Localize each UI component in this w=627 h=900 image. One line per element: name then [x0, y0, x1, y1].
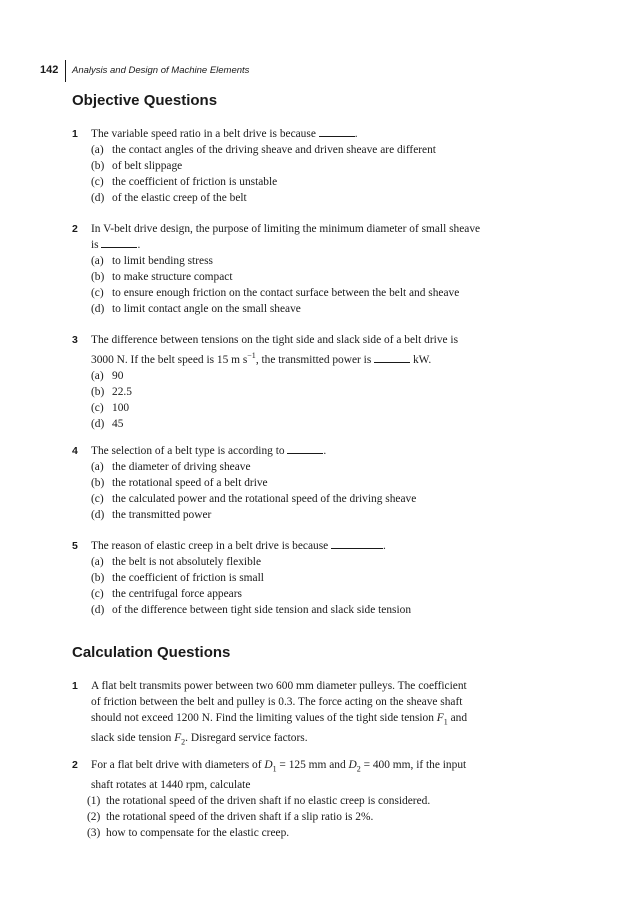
question-text: A flat belt transmits power between two 600 mm diameter pulleys. The coefficient	[91, 680, 467, 692]
question-text: In V-belt drive design, the purpose of limiting the minimum diameter of small sheave	[91, 223, 481, 235]
calculation-question-1: 1 A flat belt transmits power between two 600 mm diameter pulleys. The coefficient of friction between the belt and pulley is 0.3. The force acting on the sheave shaft should not exceed 1200 N. Find the limiting values of the tight side tension $F_1$ and slack side tension $F_2$. Disregard service factors.	[72, 680, 468, 747]
objective-questions-heading: Objective Questions	[72, 92, 218, 109]
option: (c) the centrifugal force appears	[91, 588, 242, 600]
option: (b) the coefficient of friction is small	[91, 572, 264, 584]
page-header	[36, 60, 596, 82]
option: (d) of the elastic creep of the belt	[91, 192, 247, 204]
option: (d) to limit contact angle on the small sheave	[91, 303, 301, 315]
question-text: The difference between tensions on the tight side and slack side of a belt drive is	[91, 334, 459, 346]
objective-question-3: 3 The difference between tensions on the tight side and slack side of a belt drive is 3000 N. If the belt speed is 15 m $s^{-1}$, the transmitted power is kW. (a) 90 (b) 22.5 (c) 100 (d) 45	[72, 332, 542, 432]
question-number: 2	[72, 759, 78, 771]
question-number: 2	[72, 223, 78, 235]
option: (a) to limit bending stress	[91, 255, 213, 267]
sub-question: (2) the rotational speed of the driven shaft if a slip ratio is 2%.	[87, 811, 374, 824]
page-number: 142	[40, 64, 59, 76]
option: (b) to make structure compact	[91, 271, 233, 283]
option: (a) the diameter of driving sheave	[91, 461, 251, 473]
option: (a) the contact angles of the driving sheave and driven sheave are different	[91, 144, 436, 156]
answer-blank	[374, 352, 410, 363]
objective-question-5	[72, 538, 542, 618]
option: (c) to ensure enough friction on the contact surface between the belt and sheave	[91, 287, 460, 299]
question-number: 1	[72, 128, 78, 140]
question-number: 4	[72, 445, 78, 457]
question-number: 5	[72, 540, 78, 552]
question-text: The selection of a belt type is according to .	[91, 445, 327, 457]
option: (c) the calculated power and the rotational speed of the driving sheave	[91, 493, 417, 505]
calculation-question-2: 2 For a flat belt drive with diameters of $D_1 = 125$ mm and $D_2 = 400$ mm, if the input shaft rotates at 1440 rpm, calculate (1) the rotational speed of the driven shaft if no elastic creep is considered. (2) the rotational speed of the driven shaft if a slip ratio is 2%. (3) how to compensate for the elastic creep.	[72, 757, 542, 841]
answer-blank	[319, 126, 355, 137]
answer-blank	[287, 443, 323, 454]
objective-question-2: 2 In V-belt drive design, the purpose of limiting the minimum diameter of small sheave is . (a) to limit bending stress (b) to make structure compact (c) to ensure enough friction on the contact surface between the belt and sheave (d) to limit contact angle on the small sheave	[72, 221, 542, 317]
running-title: Analysis and Design of Machine Elements	[72, 65, 250, 76]
question-number: 1	[72, 680, 78, 692]
option: (b) 22.5	[91, 385, 132, 398]
option: (d) 45	[91, 417, 124, 430]
sub-question: (1) the rotational speed of the driven shaft if no elastic creep is considered.	[87, 795, 431, 808]
answer-blank	[331, 538, 383, 549]
answer-blank	[101, 237, 137, 248]
option: (d) the transmitted power	[91, 509, 212, 521]
option: (b) the rotational speed of a belt drive	[91, 477, 268, 489]
header-divider	[65, 60, 66, 82]
question-text: For a flat belt drive with diameters of $D_1 = 125$ mm and $D_2 = 400$ mm, if the input	[91, 759, 467, 774]
option: (b) of belt slippage	[91, 160, 183, 172]
question-text: The reason of elastic creep in a belt drive is because .	[91, 540, 386, 552]
option: (a) the belt is not absolutely flexible	[91, 556, 261, 568]
sub-question: (3) how to compensate for the elastic creep.	[87, 827, 290, 840]
question-text: The variable speed ratio in a belt drive is because .	[91, 128, 358, 140]
option: (d) of the difference between tight side tension and slack side tension	[91, 604, 412, 616]
option: (c) the coefficient of friction is unstable	[91, 176, 278, 188]
option: (a) 90	[91, 369, 124, 382]
objective-question-4	[72, 443, 542, 523]
calculation-questions-heading: Calculation Questions	[72, 644, 231, 661]
option: (c) 100	[91, 401, 130, 414]
question-number: 3	[72, 334, 78, 346]
objective-question-1	[72, 126, 542, 206]
